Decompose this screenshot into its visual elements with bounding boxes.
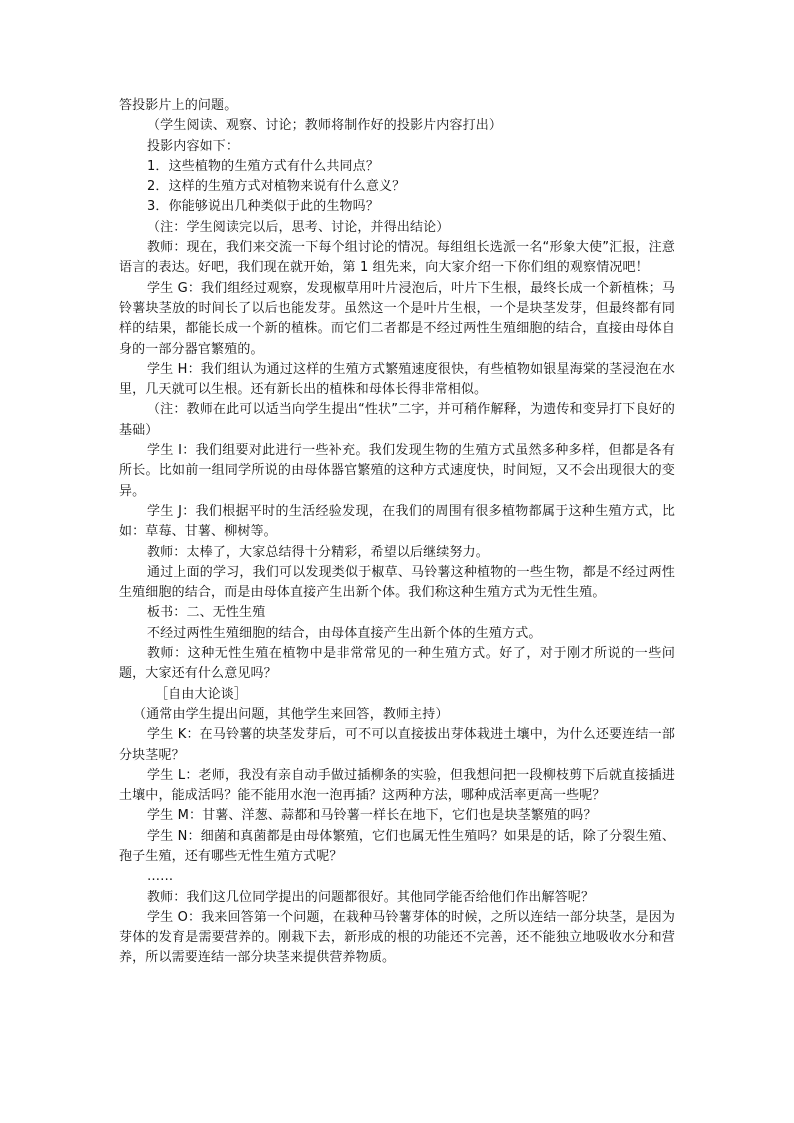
note-2: （注：教师在此可以适当向学生提出“性状”二字，并可稍作解释，为遗传和变异打下良好的基础）: [119, 402, 675, 438]
paragraph-2: （学生阅读、观察、讨论；教师将制作好的投影片内容打出）: [147, 118, 503, 134]
question-1: 1．这些植物的生殖方式有什么共同点？: [147, 158, 379, 174]
summary: 通过上面的学习，我们可以发现类似于椒草、马铃薯这种植物的一些生物，都是不经过两性生殖细胞的结合，而是由母体直接产生出新个体。我们称这种生殖方式为无性生殖。: [119, 564, 675, 601]
question-2: 2．这样的生殖方式对植物来说有什么意义？: [147, 179, 406, 195]
student-j: 学生 J：我们根据平时的生活经验发现，在我们的周围有很多植物都属于这种生殖方式，比如：草莓、甘薯、柳树等。: [119, 503, 675, 540]
teacher-praise: 教师：太棒了，大家总结得十分精彩，希望以后继续努力。: [147, 544, 489, 560]
free-discussion-heading: ［自由大论谈］: [155, 686, 248, 702]
definition: 不经过两性生殖细胞的结合，由母体直接产生出新个体的生殖方式。: [147, 625, 542, 641]
teacher-question: 教师：这种无性生殖在植物中是非常常见的一种生殖方式。好了，对于刚才所说的一些问题，大家还有什么意见吗？: [119, 646, 675, 682]
teacher-intro: 教师：现在，我们来交流一下每个组讨论的情况。每组组长选派一名“形象大使”汇报，注意语言的表达。好吧，我们现在就开始，第 1 组先来，向大家介绍一下你们组的观察情况吧！: [119, 240, 675, 276]
note-1: （注：学生阅读完以后，思考、讨论，并得出结论）: [147, 219, 450, 235]
ellipsis: ……: [147, 869, 174, 885]
paragraph-3: 投影内容如下：: [147, 138, 240, 154]
student-g: 学生 G：我们组经过观察，发现椒草用叶片浸泡后，叶片下生根，最终长成一个新植株；马铃薯块茎放的时间长了以后也能发芽。虽然这一个是叶片生根，一个是块茎发芽，但最终都有同样的结果，都能长成一个新的植株。而它们二者都是不经过两性生殖细胞的结合，直接由母体自身的一部分器官繁殖的。: [119, 280, 675, 357]
question-3: 3．你能够说出几种类似于此的生物吗？: [147, 199, 379, 215]
document-page: [119, 96, 675, 969]
student-o: 学生 O：我来回答第一个问题，在栽种马铃薯芽体的时候，之所以连结一部分块茎，是因为芽体的发育是需要营养的。刚栽下去，新形成的根的功能还不完善，还不能独立地吸收水分和营养，所以需要连结一部分块茎来提供营养物质。: [119, 909, 675, 966]
teacher-followup: 教师：我们这几位同学提出的问题都很好。其他同学能否给他们作出解答呢？: [147, 889, 595, 905]
student-m: 学生 M：甘薯、洋葱、蒜都和马铃薯一样长在地下，它们也是块茎繁殖的吗？: [147, 808, 597, 824]
discussion-note: （通常由学生提出问题，其他学生来回答，教师主持）: [133, 706, 449, 722]
board-heading: 板书：二、无性生殖: [147, 605, 266, 621]
paragraph-1: 答投影片上的问题。: [119, 98, 238, 113]
student-k: 学生 K：在马铃薯的块茎发芽后，可不可以直接拔出芽体栽进土壤中，为什么还要连结一部分块茎呢？: [119, 727, 675, 763]
student-i: 学生 I：我们组要对此进行一些补充。我们发现生物的生殖方式虽然多种多样，但都是各有所长。比如前一组同学所说的由母体器官繁殖的这种方式速度快，时间短，又不会出现很大的变异。: [119, 443, 675, 499]
student-n: 学生 N：细菌和真菌都是由母体繁殖，它们也属无性生殖吗？如果是的话，除了分裂生殖、孢子生殖，还有哪些无性生殖方式呢？: [119, 828, 675, 864]
student-h: 学生 H：我们组认为通过这样的生殖方式繁殖速度很快，有些植物如银星海棠的茎浸泡在水里，几天就可以生根。还有新长出的植株和母体长得非常相似。: [119, 361, 675, 398]
student-l: 学生 L：老师，我没有亲自动手做过插柳条的实验，但我想问把一段柳枝剪下后就直接插进土壤中，能成活吗？能不能用水泡一泡再插？这两种方法，哪种成活率更高一些呢？: [119, 767, 675, 804]
